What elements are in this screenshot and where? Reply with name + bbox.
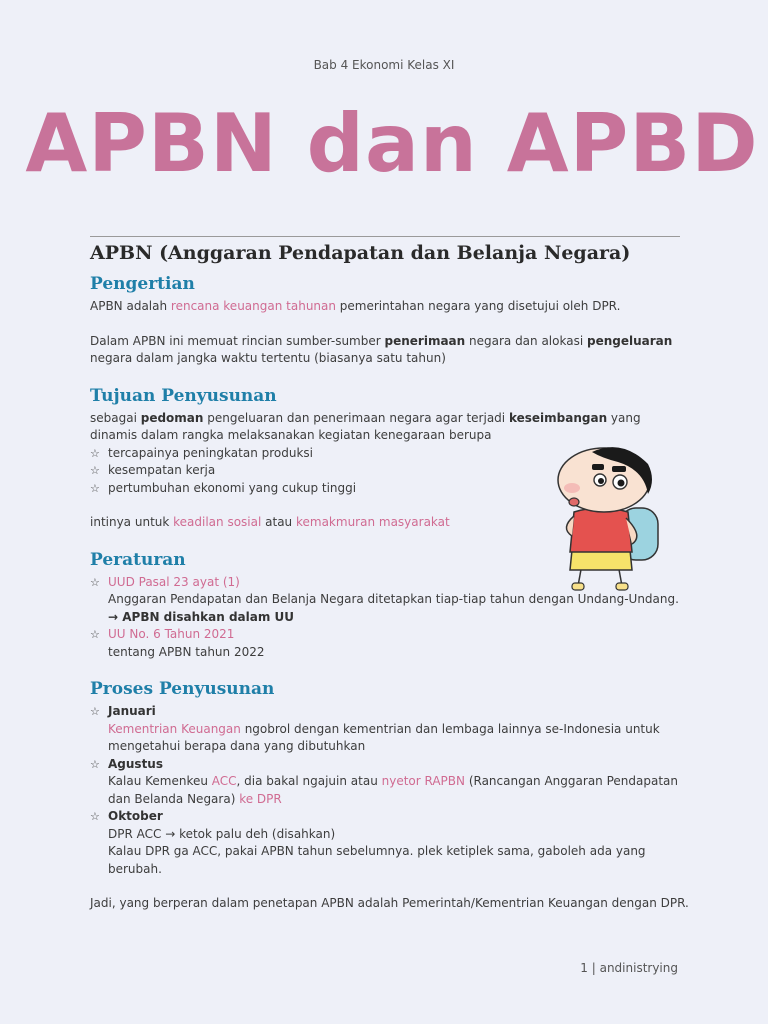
heading-proses: Proses Penyusunan xyxy=(90,679,275,699)
proses-conclusion: Jadi, yang berperan dalam penetapan APBN adalah Pemerintah/Kementrian Keuangan dengan DPR. xyxy=(90,896,689,910)
proses-oktober-line-2: Kalau DPR ga ACC, pakai APBN tahun sebelumnya. plek ketiplek sama, gaboleh ada yang berubah. xyxy=(108,844,646,876)
list-item: ☆ tercapainya peningkatan produksi xyxy=(90,445,690,463)
proses-januari-desc: Kementrian Keuangan ngobrol dengan kementrian dan lembaga lainnya se-Indonesia untuk mengetahui berapa dana yang dibutuhkan xyxy=(108,721,660,753)
proses-list xyxy=(90,703,690,721)
list-item: ☆ pertumbuhan ekonomi yang cukup tinggi xyxy=(90,480,690,498)
star-outline-icon: ☆ xyxy=(90,446,100,460)
star-outline-icon: ☆ xyxy=(90,464,100,477)
pengertian-paragraph-1: APBN adalah rencana keuangan tahunan pemerintahan negara yang disetujui oleh DPR. xyxy=(90,299,621,313)
section-title: APBN (Anggaran Pendapatan dan Belanja Negara) xyxy=(90,242,631,264)
proses-oktober-line-1: DPR ACC → ketok palu deh (disahkan) xyxy=(108,826,336,841)
list-item: ☆ Agustus xyxy=(90,756,690,774)
heading-tujuan: Tujuan Penyusunan xyxy=(90,385,277,406)
peraturan-arrow-note: → APBN disahkan dalam UU xyxy=(108,609,295,624)
peraturan-desc-2: tentang APBN tahun 2022 xyxy=(108,644,265,659)
star-outline-icon: ☆ xyxy=(90,810,100,823)
list-item: ☆ kesempatan kerja xyxy=(90,462,690,480)
list-item: ☆ Oktober xyxy=(90,808,690,826)
star-outline-icon: ☆ xyxy=(90,481,100,495)
star-outline-icon: ☆ xyxy=(90,757,100,771)
heading-peraturan: Peraturan xyxy=(90,549,186,570)
tujuan-intro: sebagai pedoman pengeluaran dan penerimaan negara agar terjadi keseimbangan yang dinamis dalam rangka melaksanakan kegiatan kenegaraan berupa xyxy=(90,410,641,442)
divider xyxy=(90,236,680,237)
peraturan-list-2 xyxy=(90,626,690,644)
peraturan-desc-1: Anggaran Pendapatan dan Belanja Negara ditetapkan tiap-tiap tahun dengan Undang-Undang. xyxy=(108,592,679,606)
list-item: ☆ UU No. 6 Tahun 2021 xyxy=(90,626,690,644)
document-title: APBN dan APBD xyxy=(25,97,759,190)
star-outline-icon: ☆ xyxy=(90,705,100,718)
heading-pengertian: Pengertian xyxy=(90,274,195,294)
list-item: ☆ UUD Pasal 23 ayat (1) xyxy=(90,574,690,592)
highlight-text: kemakmuran masyarakat xyxy=(295,515,450,529)
document-subtitle: Bab 4 Ekonomi Kelas XI xyxy=(313,58,455,72)
star-outline-icon: ☆ xyxy=(90,575,100,589)
pengertian-paragraph-2: Dalam APBN ini memuat rincian sumber-sumber penerimaan negara dan alokasi pengeluaran negara dalam jangka waktu tertentu (biasanya satu tahun) xyxy=(90,333,673,365)
tujuan-summary: intinya untuk keadilan sosial atau kemakmuran masyarakat xyxy=(90,515,450,529)
list-item: ☆ Januari xyxy=(90,703,690,721)
cartoon-boy-illustration xyxy=(552,440,664,600)
star-outline-icon: ☆ xyxy=(90,628,100,641)
page-footer: 1 | andinistrying xyxy=(580,961,678,975)
highlight-text: keadilan sosial xyxy=(173,515,262,529)
proses-agustus-desc: Kalau Kemenkeu ACC, dia bakal ngajuin atau nyetor RAPBN (Rancangan Anggaran Pendapatan dan Belanda Negara) ke DPR xyxy=(108,774,678,806)
highlight-text: rencana keuangan tahunan xyxy=(170,299,336,313)
